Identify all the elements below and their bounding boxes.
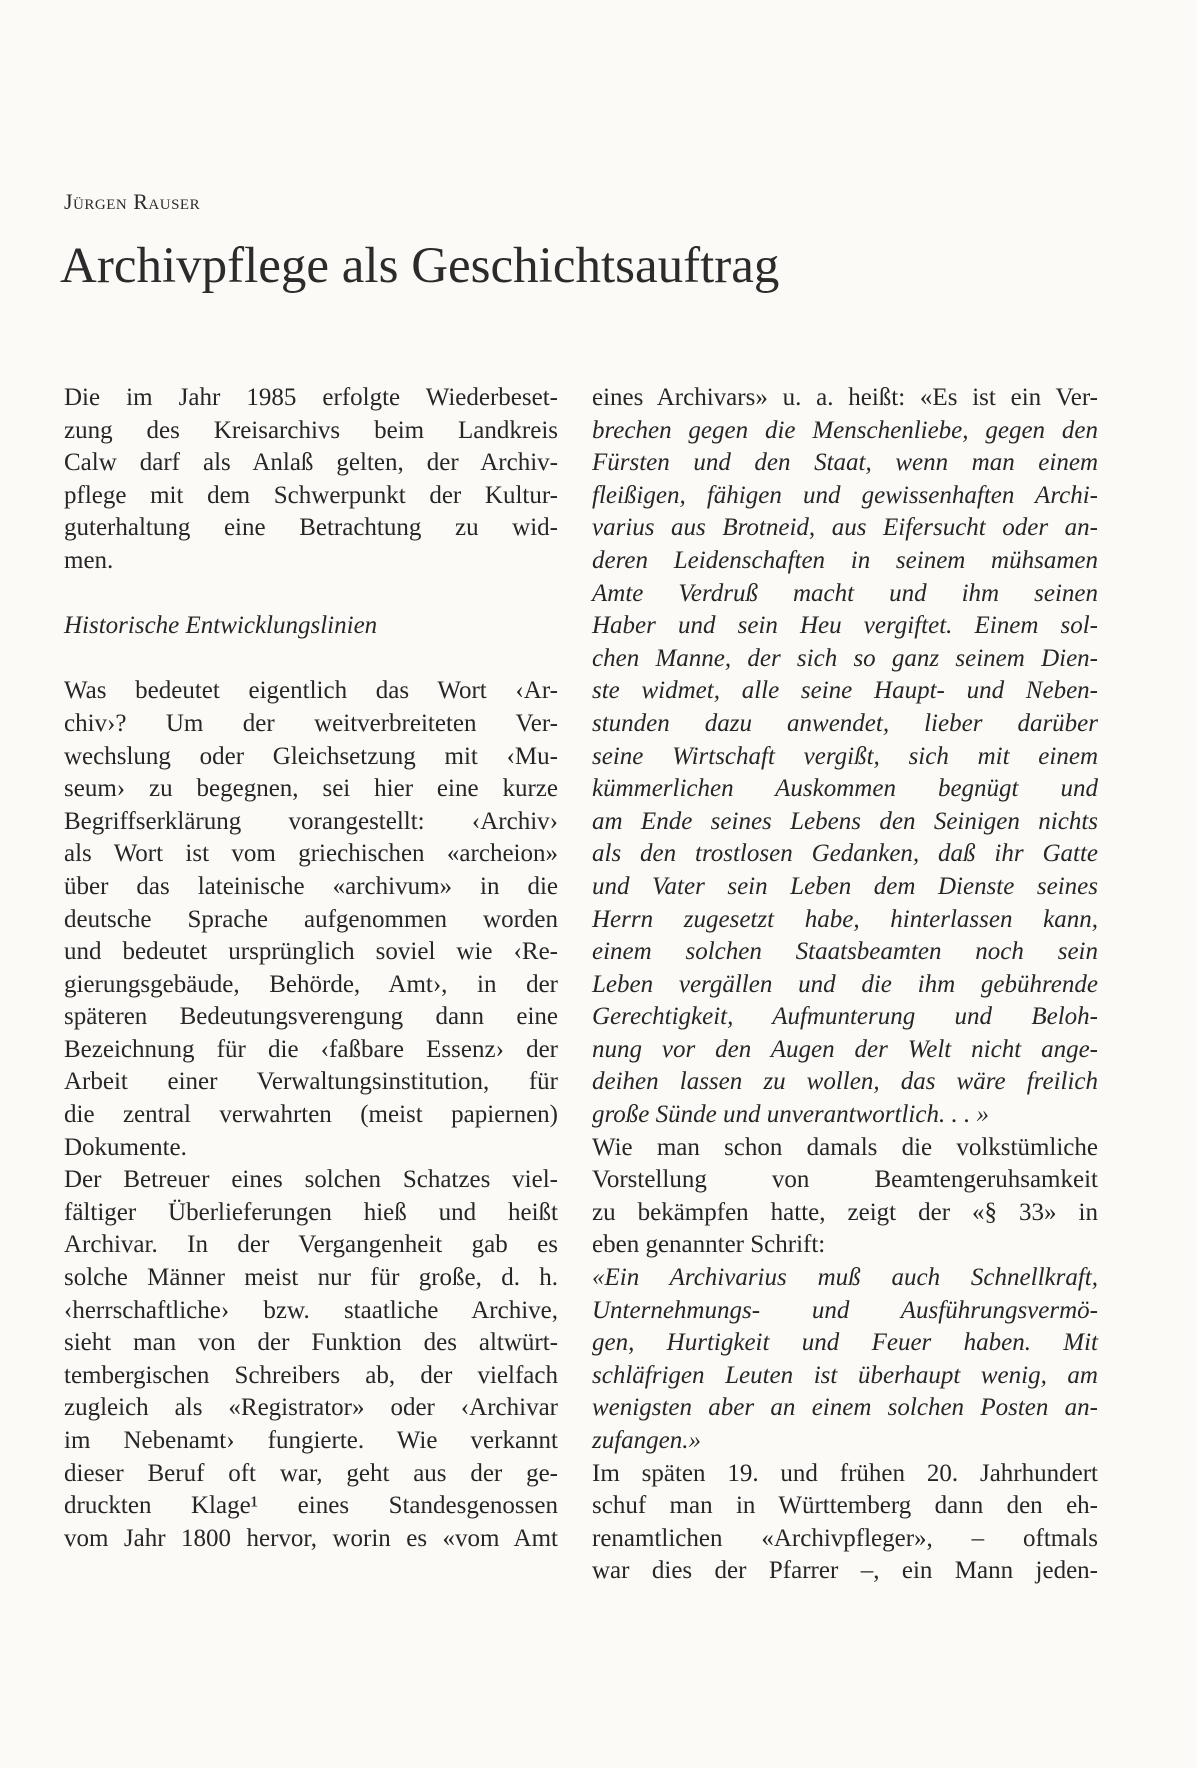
text-line: als Wort ist vom griechischen «archeion» bbox=[64, 840, 558, 868]
text-line: kümmerlichen Auskommen begnügt und bbox=[592, 775, 1098, 803]
text-line: Bezeichnung für die ‹faßbare Essenz› der bbox=[64, 1035, 558, 1063]
text-line: eben genannter Schrift: bbox=[592, 1231, 826, 1259]
text-line: Haber und sein Heu vergiftet. Einem sol- bbox=[592, 612, 1098, 640]
text-line: nung vor den Augen der Welt nicht ange- bbox=[592, 1035, 1098, 1063]
text-line: deutsche Sprache aufgenommen worden bbox=[64, 905, 558, 933]
text-line: pflege mit dem Schwerpunkt der Kultur- bbox=[64, 481, 558, 509]
text-line: schläfrigen Leuten ist überhaupt wenig, am bbox=[592, 1361, 1098, 1389]
text-line: brechen gegen die Menschenliebe, gegen den bbox=[592, 416, 1098, 444]
text-line: Historische Entwicklungslinien bbox=[64, 612, 378, 640]
right-text-column bbox=[592, 382, 1098, 1588]
text-line: deihen lassen zu wollen, das wäre freilich bbox=[592, 1068, 1098, 1096]
text-line: Leben vergällen und die ihm gebührende bbox=[592, 970, 1098, 998]
text-line: Archivar. In der Vergangenheit gab es bbox=[64, 1231, 558, 1259]
text-line: zu bekämpfen hatte, zeigt der «§ 33» in bbox=[592, 1198, 1098, 1226]
text-line: sieht man von der Funktion des altwürt- bbox=[64, 1329, 558, 1357]
text-line: wechslung oder Gleichsetzung mit ‹Mu- bbox=[64, 742, 558, 770]
text-line: Dokumente. bbox=[64, 1133, 187, 1161]
article-title: Archivpflege als Geschichtsauftrag bbox=[60, 238, 780, 294]
text-line: gen, Hurtigkeit und Feuer haben. Mit bbox=[592, 1329, 1098, 1357]
text-line: am Ende seines Lebens den Seinigen nichts bbox=[592, 807, 1098, 835]
text-line: zung des Kreisarchivs beim Landkreis bbox=[64, 416, 558, 444]
text-line: zufangen.» bbox=[592, 1427, 702, 1454]
text-line: Begriffserklärung vorangestellt: ‹Archiv› bbox=[64, 807, 558, 835]
text-line: seine Wirtschaft vergißt, sich mit einem bbox=[592, 742, 1098, 770]
text-line: zugleich als «Registrator» oder ‹Archivar bbox=[64, 1394, 558, 1422]
text-line: Herrn zugesetzt habe, hinterlassen kann, bbox=[592, 905, 1098, 933]
text-line: Arbeit einer Verwaltungsinstitution, für bbox=[64, 1068, 558, 1096]
text-line: Unternehmungs- und Ausführungsvermö- bbox=[592, 1296, 1098, 1324]
text-line: Fürsten und den Staat, wenn man einem bbox=[592, 449, 1098, 477]
text-line: und bedeutet ursprünglich soviel wie ‹Re- bbox=[64, 938, 558, 966]
text-line: men. bbox=[64, 546, 114, 574]
text-line: fleißigen, fähigen und gewissenhaften Archi- bbox=[592, 481, 1098, 509]
text-line: Gerechtigkeit, Aufmunterung und Beloh- bbox=[592, 1003, 1098, 1031]
text-line: große Sünde und unverantwortlich. . . » bbox=[592, 1101, 989, 1129]
text-line: Vorstellung von Beamtengeruhsamkeit bbox=[592, 1166, 1098, 1194]
text-line: renamtlichen «Archivpfleger», – oftmals bbox=[592, 1524, 1098, 1552]
text-line: seum› zu begegnen, sei hier eine kurze bbox=[64, 775, 558, 803]
text-line: Was bedeutet eigentlich das Wort ‹Ar- bbox=[64, 677, 558, 705]
text-line: Amte Verdruß macht und ihm seinen bbox=[592, 579, 1098, 607]
text-line: stunden dazu anwendet, lieber darüber bbox=[592, 709, 1098, 737]
paragraph-gap bbox=[64, 643, 558, 676]
author-name: Jürgen Rauser bbox=[64, 189, 201, 214]
text-line: Der Betreuer eines solchen Schatzes viel- bbox=[64, 1166, 558, 1194]
text-line: fältiger Überlieferungen hieß und heißt bbox=[64, 1198, 558, 1226]
text-line: und Vater sein Leben dem Dienste seines bbox=[592, 872, 1098, 900]
text-line: guterhaltung eine Betrachtung zu wid- bbox=[64, 514, 558, 542]
text-line: als den trostlosen Gedanken, daß ihr Gatte bbox=[592, 840, 1098, 868]
text-line: chiv›? Um der weitverbreiteten Ver- bbox=[64, 709, 558, 737]
text-line: gierungsgebäude, Behörde, Amt›, in der bbox=[64, 970, 558, 998]
text-line: varius aus Brotneid, aus Eifersucht oder an- bbox=[592, 514, 1098, 542]
text-line: ‹herrschaftliche› bzw. staatliche Archive, bbox=[64, 1296, 558, 1324]
text-line: solche Männer meist nur für große, d. h. bbox=[64, 1264, 558, 1292]
text-line: schuf man in Württemberg dann den eh- bbox=[592, 1492, 1098, 1520]
text-line: Im späten 19. und frühen 20. Jahrhundert bbox=[592, 1459, 1098, 1487]
text-line: chen Manne, der sich so ganz seinem Dien- bbox=[592, 644, 1098, 672]
text-line: eines Archivars» u. a. heißt: «Es ist ein Ver- bbox=[592, 384, 1098, 411]
text-line: Wie man schon damals die volkstümliche bbox=[592, 1133, 1098, 1161]
text-line: ste widmet, alle seine Haupt- und Neben- bbox=[592, 677, 1098, 705]
text-line: Die im Jahr 1985 erfolgte Wiederbeset- bbox=[64, 384, 558, 411]
text-line: einem solchen Staatsbeamten noch sein bbox=[592, 938, 1098, 966]
text-line: war dies der Pfarrer –, ein Mann jeden- bbox=[592, 1557, 1098, 1585]
paragraph-gap bbox=[64, 578, 558, 611]
text-line: deren Leidenschaften in seinem mühsamen bbox=[592, 546, 1098, 574]
text-line: «Ein Archivarius muß auch Schnellkraft, bbox=[592, 1264, 1098, 1292]
text-line: dieser Beruf oft war, geht aus der ge- bbox=[64, 1459, 558, 1487]
text-line: über das lateinische «archivum» in die bbox=[64, 872, 558, 900]
text-line: druckten Klage¹ eines Standesgenossen bbox=[64, 1492, 558, 1520]
text-line: Calw darf als Anlaß gelten, der Archiv- bbox=[64, 449, 558, 477]
text-line: tembergischen Schreibers ab, der vielfach bbox=[64, 1361, 558, 1389]
text-line: vom Jahr 1800 hervor, worin es «vom Amt bbox=[64, 1524, 558, 1552]
text-line: wenigsten aber an einem solchen Posten an- bbox=[592, 1394, 1098, 1422]
left-text-column bbox=[64, 382, 558, 1555]
text-line: im Nebenamt› fungierte. Wie verkannt bbox=[64, 1427, 558, 1454]
text-line: späteren Bedeutungsverengung dann eine bbox=[64, 1003, 558, 1031]
text-line: die zentral verwahrten (meist papiernen) bbox=[64, 1101, 558, 1129]
